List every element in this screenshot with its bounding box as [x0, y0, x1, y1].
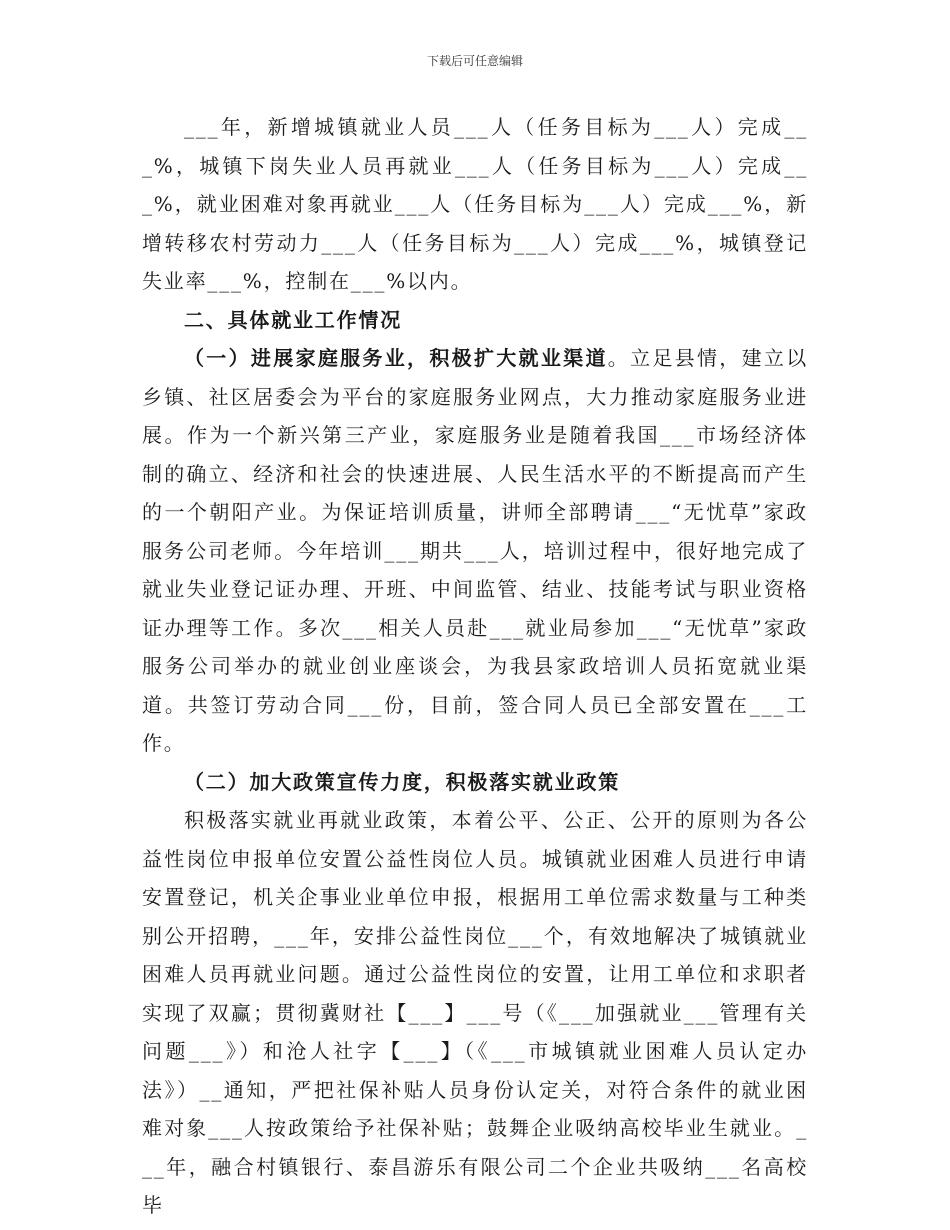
page-header: 下载后可任意编辑 [426, 54, 523, 68]
household-service-paragraph [142, 339, 808, 763]
section-heading-specific-work: 二、具体就业工作情况 [184, 307, 402, 332]
subsection-heading-household-service: （一）进展家庭服务业，积极扩大就业渠道 [184, 346, 608, 370]
subsection-heading-policy-promotion: （二）加大政策宣传力度，积极落实就业政策 [184, 769, 620, 794]
employment-summary-paragraph: ___年，新增城镇就业人员___人（任务目标为___人）完成___%，城镇下岗失业人员再就业___人（任务目标为___人）完成___%，就业困难对象再就业___人（任务目标为___人）完成___%，新增转移农村劳动力___人（任务目标为___人）完成___%，城镇登记失业率___%，控制在___%以内。 [142, 115, 808, 293]
document-body [142, 108, 808, 1225]
policy-implementation-paragraph: 积极落实就业再就业政策，本着公平、公正、公开的原则为各公益性岗位申报单位安置公益性岗位人员。城镇就业困难人员进行申请安置登记，机关企事业业单位申报，根据用工单位需求数量与工种类别公开招聘，___年，安排公益性岗位___个，有效地解决了城镇就业困难人员再就业问题。通过公益性岗位的安置，让用工单位和求职者实现了双赢；贯彻冀财社【___】___号（《___加强就业___管理有关问题___》）和沧人社字【___】（《___市城镇就业困难人员认定办法》）__通知，严把社保补贴人员身份认定关，对符合条件的就业困难对象___人按政策给予社保补贴；鼓舞企业吸纳高校毕业生就业。___年，融合村镇银行、泰昌游乐有限公司二个企业共吸纳___名高校毕 [142, 808, 808, 1217]
household-service-text: 。立足县情，建立以乡镇、社区居委会为平台的家庭服务业网点，大力推动家庭服务业进展。作为一个新兴第三产业，家庭服务业是随着我国___市场经济体制的确立、经济和社会的快速进展、人民生活水平的不断提高而产生的一个朝阳产业。为保证培训质量，讲师全部聘请___“无忧草”家政服务公司老师。今年培训___期共___人，培训过程中，很好地完成了就业失业登记证办理、开班、中间监管、结业、技能考试与职业资格证办理等工作。多次___相关人员赴___就业局参加___“无忧草”家政服务公司举办的就业创业座谈会，为我县家政培训人员拓宽就业渠道。共签订劳动合同___份，目前，签合同人员已全部安置在___工作。 [142, 346, 808, 755]
